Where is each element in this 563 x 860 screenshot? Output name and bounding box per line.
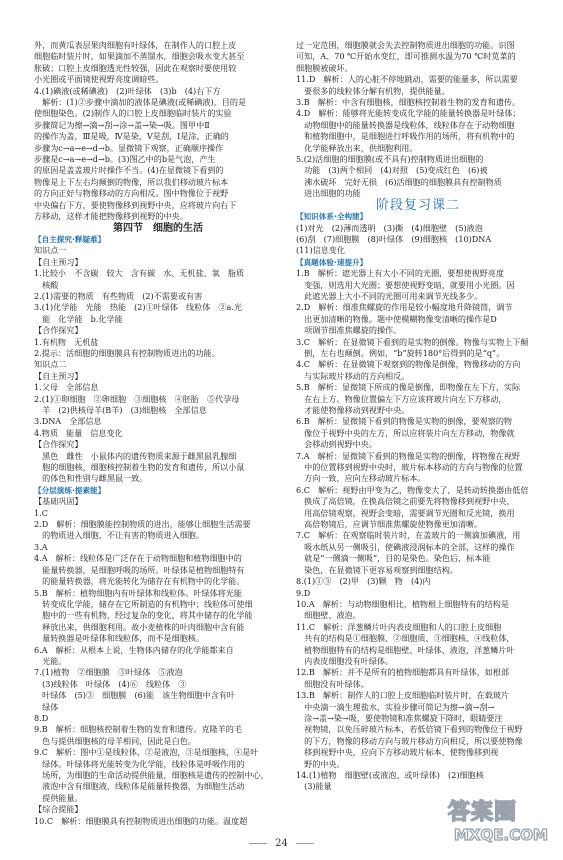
answer-line: 1.C — [34, 507, 48, 518]
answer-line: 移到视野中央，应向下方移动玻片标本，使物像移到视 — [296, 747, 499, 758]
answer-line: 细胞壁、液泡。 — [296, 610, 361, 621]
answer-line: 的方向正好与物像移动的方向相反。图中物像位于视野 — [34, 188, 229, 199]
page-number: 24 — [0, 838, 563, 849]
answer-line: 2.D 解析：细准焦螺旋的作用是较小幅度地升降镜筒，调节 — [296, 302, 513, 313]
answer-line: 【综合提能】 — [34, 804, 83, 815]
answer-line: 步骤简记为擦→滴→刮→涂→盖→染→吸。图甲中Ⅱ — [34, 119, 210, 130]
answer-line: 9.B 解析：细胞核控制着生物的发育和遗传。克隆羊的毛 — [34, 724, 242, 735]
answer-line: 12.B 解析：并不是所有的植物细胞都具有叶绿体，如根部 — [296, 667, 510, 678]
answer-line: 液泡中含有细胞液，线粒体是能量转换器，为细胞生活动 — [34, 781, 245, 792]
answer-line: 【基础巩固】 — [34, 496, 83, 507]
answer-line: 动物细胞中的能量转换器是线粒体，线粒体存在于动物细胞 — [296, 119, 515, 130]
answer-line: 胞的细胞核，细胞核控制着生物的发育和遗传，所以小鼠 — [34, 462, 245, 473]
answer-line: 5.B 解析：植物细胞内有叶绿体和线粒体。叶绿体将光能 — [34, 587, 242, 598]
answer-line: 会移动到视野中央。 — [296, 439, 377, 450]
answer-line: (1)对光 (2)薄而透明 (3)撕 (4)细胞壁 (5)液泡 — [296, 222, 483, 233]
answer-line: 10.C 解析：细胞膜具有控制物质进出细胞的功能。温度超 — [34, 815, 248, 826]
answer-line: 10.A 解析：与动物细胞相比，植物根上细胞特有的结构是 — [296, 598, 509, 609]
section-banner: 【知识体系·全构建】 — [296, 212, 368, 222]
chapter-title: 阶段复习课二 — [375, 197, 460, 213]
answer-line: 6.C 解析：视野由甲变为乙，物像变大了，是转动转换器由低倍 — [296, 484, 529, 495]
watermark-url: MXQE.COM — [454, 826, 548, 844]
answer-line: 使细胞染色。(2)制作人的口腔上皮细胞临时装片的实验 — [34, 108, 232, 119]
answer-line: 1.有机物 无机盐 — [34, 336, 99, 347]
answer-line: 出更加清晰的物像。题中使模糊物像变清晰的操作是D — [296, 313, 497, 324]
right-column — [296, 40, 540, 793]
answer-line: 7.C 解析：在观察临时装片时，在盖玻片的一侧滴加碘液，用 — [296, 530, 521, 541]
answer-line: (3)线粒体 叶绿体 (4)⑥ 线粒体 ③ — [34, 678, 187, 689]
answer-line: 沸水破坏 完好无损 (6)活细胞的细胞膜具有控制物质 — [296, 176, 502, 187]
answer-line: 8.(1)①③ (2)甲 (3)颗 物 (4)内 — [296, 576, 431, 587]
answer-line: 转变成化学能，储存在它所制造的有机物中；线粒体可使细 — [34, 598, 253, 609]
answer-line: 细胞没有叶绿体。 — [296, 678, 369, 689]
answer-line: (3)能量 — [296, 781, 332, 792]
answer-line: 要很多的线粒体分解有机物，提供能量。 — [296, 85, 450, 96]
answer-line: 的能量转换器，将光能转化为储存在有机物中的化学能。 — [34, 576, 245, 587]
answer-line: 外，而黄瓜表层果肉细胞有叶绿体，在制作人的口腔上皮 — [34, 40, 237, 50]
answer-line: 羊 (2)供核母羊(B羊) (3)细胞核 全部信息 — [34, 405, 207, 415]
answer-line: 方移动，这样才能把物像移到视野的中央。 — [34, 211, 188, 222]
answer-line: 能量转换器，是细胞呼吸的场所。叶绿体是植物细胞特有 — [34, 564, 245, 575]
answer-line: 才能使物像移动到视野中央。 — [296, 405, 410, 415]
section-banner: 【真题体验·速提升】 — [296, 257, 368, 267]
answer-line: 2.D 解析：细胞膜能控制物质的进出，能够让细胞生活需要 — [34, 519, 251, 530]
answer-line: 野的中央。 — [296, 758, 345, 769]
answer-line: 进出细胞的功能 — [296, 188, 361, 199]
answer-line: 高倍物镜后，应调节细准焦螺旋使物像更加清晰。 — [296, 519, 483, 530]
answer-line: 【自主预习】 — [34, 256, 83, 267]
answer-line: 的原因是盖盖玻片时操作不当。(4)在显微镜下看到的 — [34, 165, 224, 176]
answer-line: 叶绿体 (5)③ 细胞膜 (6)能 该生物细胞中含有叶 — [34, 690, 235, 701]
answer-line: 3.A — [34, 541, 48, 552]
answer-line: 此遮光器上大小不同的光圈可用来调节光线多少。 — [296, 290, 483, 301]
answer-line: 吸水纸从另一侧吸引，使碘液浸润标本的全部，这样的操作 — [296, 541, 515, 552]
answer-line: 步骤为c→a→e→d→b。显微镜下观察，正确顺序操作 — [34, 142, 224, 153]
answer-line: 步骤是c→a→e→d→b。(3)图乙中的b是气泡，产生 — [34, 154, 216, 165]
answer-line: 涂→盖→染→吸，要使物镜和准焦螺旋下降时，眼睛要注 — [296, 712, 503, 723]
answer-line: 物像是上下左右均颠倒的物像，所以我们移动玻片标本 — [34, 176, 229, 187]
answer-line: 就是“一侧滴一侧吸”，目的是染色。染色后，标本能 — [296, 553, 491, 564]
answer-line: 黑色 雌性 小鼠体内的遗传物质来源于雌黑鼠乳腺细 — [34, 450, 237, 461]
answer-line: 4.物质 能量 信息变化 — [34, 427, 123, 438]
answer-line: 5.(2)活细胞的细胞膜(或不具有)控制物质进出细胞的 — [296, 154, 484, 165]
answer-line: 的体色和性别与雌黑鼠一致。 — [34, 473, 148, 484]
answer-line: 换成了高倍镜，在换高倍镜之前要先将物像移到视野中央， — [296, 496, 515, 507]
answer-line: 1.父母 全部信息 — [34, 382, 99, 393]
answer-line: 4.C 解析：在显微镜下观察到的物像是倒像，物像移动的方向 — [296, 359, 521, 370]
section-title: 第四节 细胞的生活 — [113, 222, 203, 234]
answer-line: 光能。 — [34, 655, 67, 666]
answer-line: 6.A 解析：从根本上说，生物体内储存的化学能都来自 — [34, 644, 234, 655]
answer-line: 细胞临时装片时，如果滴加不蒸馏水，细胞会吸水变大甚至 — [34, 51, 245, 62]
answer-line: 与实际玻片移动的方向相反。 — [296, 370, 410, 381]
answer-line: 9.D — [296, 587, 311, 598]
answer-line: 2.提示：活细胞的细胞膜具有控制物质进出的功能。 — [34, 347, 220, 358]
answer-line: 释放出来，供细胞利用。故小麦植株的叶肉细胞中含有能 — [34, 621, 245, 632]
left-column — [34, 40, 282, 827]
answer-line: 的操作为盖，Ⅲ是吸，Ⅳ是染，Ⅴ是刮，Ⅰ是涂，正确的 — [34, 131, 229, 142]
answer-line: 可知，A、70 ℃开始水变红，即可推测水温为70 ℃时苋菜的 — [296, 51, 516, 62]
answer-line: 量转换器是叶绿体和线粒体，而不是细胞核。 — [34, 633, 204, 644]
answer-line: 能 化学能 b.化学能 — [34, 313, 123, 324]
answer-line: 中的位置移到视野中央时，玻片标本移动的方向与物像的位置 — [296, 462, 523, 473]
answer-line: 用高倍镜观察，视野会变暗，需要调节光圈和反光镜，换用 — [296, 507, 515, 518]
answer-line: 14.(1)植物 细胞壁(或液泡、或叶绿体) (2)细胞核 — [296, 770, 484, 780]
answer-line: 项调节细准焦螺旋的操作。 — [296, 325, 402, 336]
answer-line: 染色，在显微镜下更容易观察到细胞结构。 — [296, 564, 458, 575]
answer-line: 核酸 — [34, 279, 59, 290]
answer-line: 功能 (3)两个相同 (4)对照 (5)变成红色 (6)被 — [296, 165, 488, 176]
answer-line: 和植物细胞中，是细胞进行呼吸作用的场所，将有机物中的 — [296, 131, 515, 142]
answer-line: 7.A 解析：显微镜下看到的物像是实物的倒像，将物像在视野 — [296, 450, 521, 461]
answer-line: 内表皮细胞没有叶绿体。 — [296, 655, 394, 666]
section-banner: 【自主探究·释疑难】 — [34, 234, 106, 244]
answer-line: 中央偏右下方，要使物像移到视野中央，应将玻片向右下 — [34, 199, 237, 210]
answer-line: 1.B 解析：遮光器上有大小不同的光圈，要想使视野亮度 — [296, 268, 504, 279]
answer-line: (6)刮 (7)细胞膜 (8)叶绿体 (9)细胞核 (10)DNA — [296, 233, 492, 244]
answer-line: 过一定范围，细胞膜就会失去控制物质进出细胞的功能。识图 — [296, 40, 515, 50]
section-banner: 【分层演练·提素能】 — [34, 485, 106, 495]
watermark-text: 答案圈 — [448, 800, 518, 825]
answer-line: 在右上方。物像位置偏左下方应该将玻片向左下方移动， — [296, 393, 507, 404]
answer-line: 1.比较小 不含碳 较大 含有碳 水、无机盐、氧 脂质 — [34, 268, 245, 279]
answer-line: 的物质进入细胞，不让有害的物质进入细胞。 — [34, 530, 204, 541]
answer-line: 【合作探究】 — [34, 325, 83, 336]
answer-line: 8.D — [34, 712, 49, 723]
answer-line: 5.B 解析：显微镜下所成的像是倒像，即物像在左下方，实际 — [296, 382, 521, 393]
answer-line: 4.A 解析：线粒体是广泛存在于动物细胞和植物细胞中的 — [34, 553, 242, 564]
answer-line: 方向一致，应向左移动玻片标本。 — [296, 473, 426, 484]
answer-line: 胀破；口腔上皮细胞透光性较强，因此在观察时要使用较 — [34, 62, 237, 73]
answer-line: 植物细胞特有的结构是细胞壁、叶绿体、液泡，洋葱鳞片叶 — [296, 644, 515, 655]
answer-line: 11.C 解析：洋葱鳞片叶内表皮细胞和人的口腔上皮细胞 — [296, 621, 502, 632]
answer-line: 【合作探究】 — [34, 439, 83, 450]
answer-line: 提供能量。 — [34, 792, 83, 803]
answer-line: 像位于视野中央的左方，所以应将装片向左方移动，物像就 — [296, 427, 515, 438]
answer-line: 6.B 解析：显微镜下看到的物像是实物的倒像，要观察的物 — [296, 416, 513, 427]
answer-line: 倒，左右也颠倒。例如，“b”旋转180°后得到的是“q”。 — [296, 347, 505, 358]
answer-line: 场所，为细胞的生命活动提供能量，细胞核是遗传的控制中心， — [34, 770, 269, 780]
answer-line: 2.(1)需要的物质 有些物质 (2)不需要或有害 — [34, 290, 203, 301]
answer-line: 变强，则选用大光圈；要想使视野变暗，就要用小光圈。因 — [296, 279, 515, 290]
answer-line: 色与提供细胞核的母羊相同，因此是白色。 — [34, 735, 196, 746]
answer-line: 知识点一 — [34, 245, 67, 256]
answer-line: 3.B 解析：中含有细胞核，细胞核控制着生物的发育和遗传。 — [296, 97, 521, 108]
answer-line: 绿体。叶绿体将光能转变为化学能，线粒体是呼吸作用的 — [34, 758, 245, 769]
answer-line: 视物镜，以免压碎玻片标本，若低倍镜下看到的物像位于视野 — [296, 724, 523, 735]
answer-line: 化学能释放出来，供细胞利用。 — [296, 142, 418, 153]
answer-line: 知识点二 — [34, 359, 67, 370]
answer-line: 7.(1)植物 ②细胞膜 ③叶绿体 ⑤液泡 — [34, 667, 183, 678]
answer-line: 【自主预习】 — [34, 370, 83, 381]
answer-line: 共有的结构是①细胞膜、②细胞质、③细胞核、④线粒体， — [296, 633, 515, 644]
answer-line: (11)信息变化 — [296, 245, 345, 256]
answer-line: 的下方，物像的移动方向与玻片移动方向相反，所以要使物像 — [296, 735, 523, 746]
answer-line: 4.(1)碘液(或稀碘液) (2)叶绿体 (3)b (4)右下方 — [34, 85, 221, 96]
answer-line: 4.D 解析：能够将光能转变成化学能的能量转换器是叶绿体； — [296, 108, 521, 119]
answer-line: 9.C 解析：图中①是线粒体，②是液泡，③是细胞核，④是叶 — [34, 747, 259, 758]
answer-line: 2.(1)①卵细胞 ②卵细胞 ③细胞核 ④胚胎 ⑤代孕母 — [34, 393, 240, 404]
watermark-logo — [444, 793, 556, 853]
answer-line: 3.(1)化学能 光能 热能 (2)①叶绿体 线粒体 ②a.光 — [34, 302, 243, 313]
answer-line: 细胞膜被破坏。 — [296, 62, 353, 73]
answer-line: 胞中的一些有机物，经过复杂的变化，将其中储存的化学能 — [34, 610, 253, 621]
answer-line: 11.D 解析：人的心脏不停地跳动，需要的能量多，所以需要 — [296, 74, 518, 85]
answer-line: 3.DNA 全部信息 — [34, 416, 102, 427]
answer-line: 小光圈或平面镜使视野亮度调暗些。 — [34, 74, 164, 85]
answer-line: 解析：(1)②步骤中滴加的液体是碘液(或稀碘液)，目的是 — [34, 97, 247, 108]
answer-line: 13.B 解析：制作人的口腔上皮细胞临时装片时，在载玻片 — [296, 690, 510, 701]
answer-line: 中央滴一滴生理盐水，实验步骤可简记为擦→滴→刮→ — [296, 701, 495, 712]
answer-line: 绿体 — [34, 701, 59, 712]
answer-line: 3.C 解析：在显微镜下看到的是实物的倒像。物像与实物上下颠 — [296, 336, 529, 347]
